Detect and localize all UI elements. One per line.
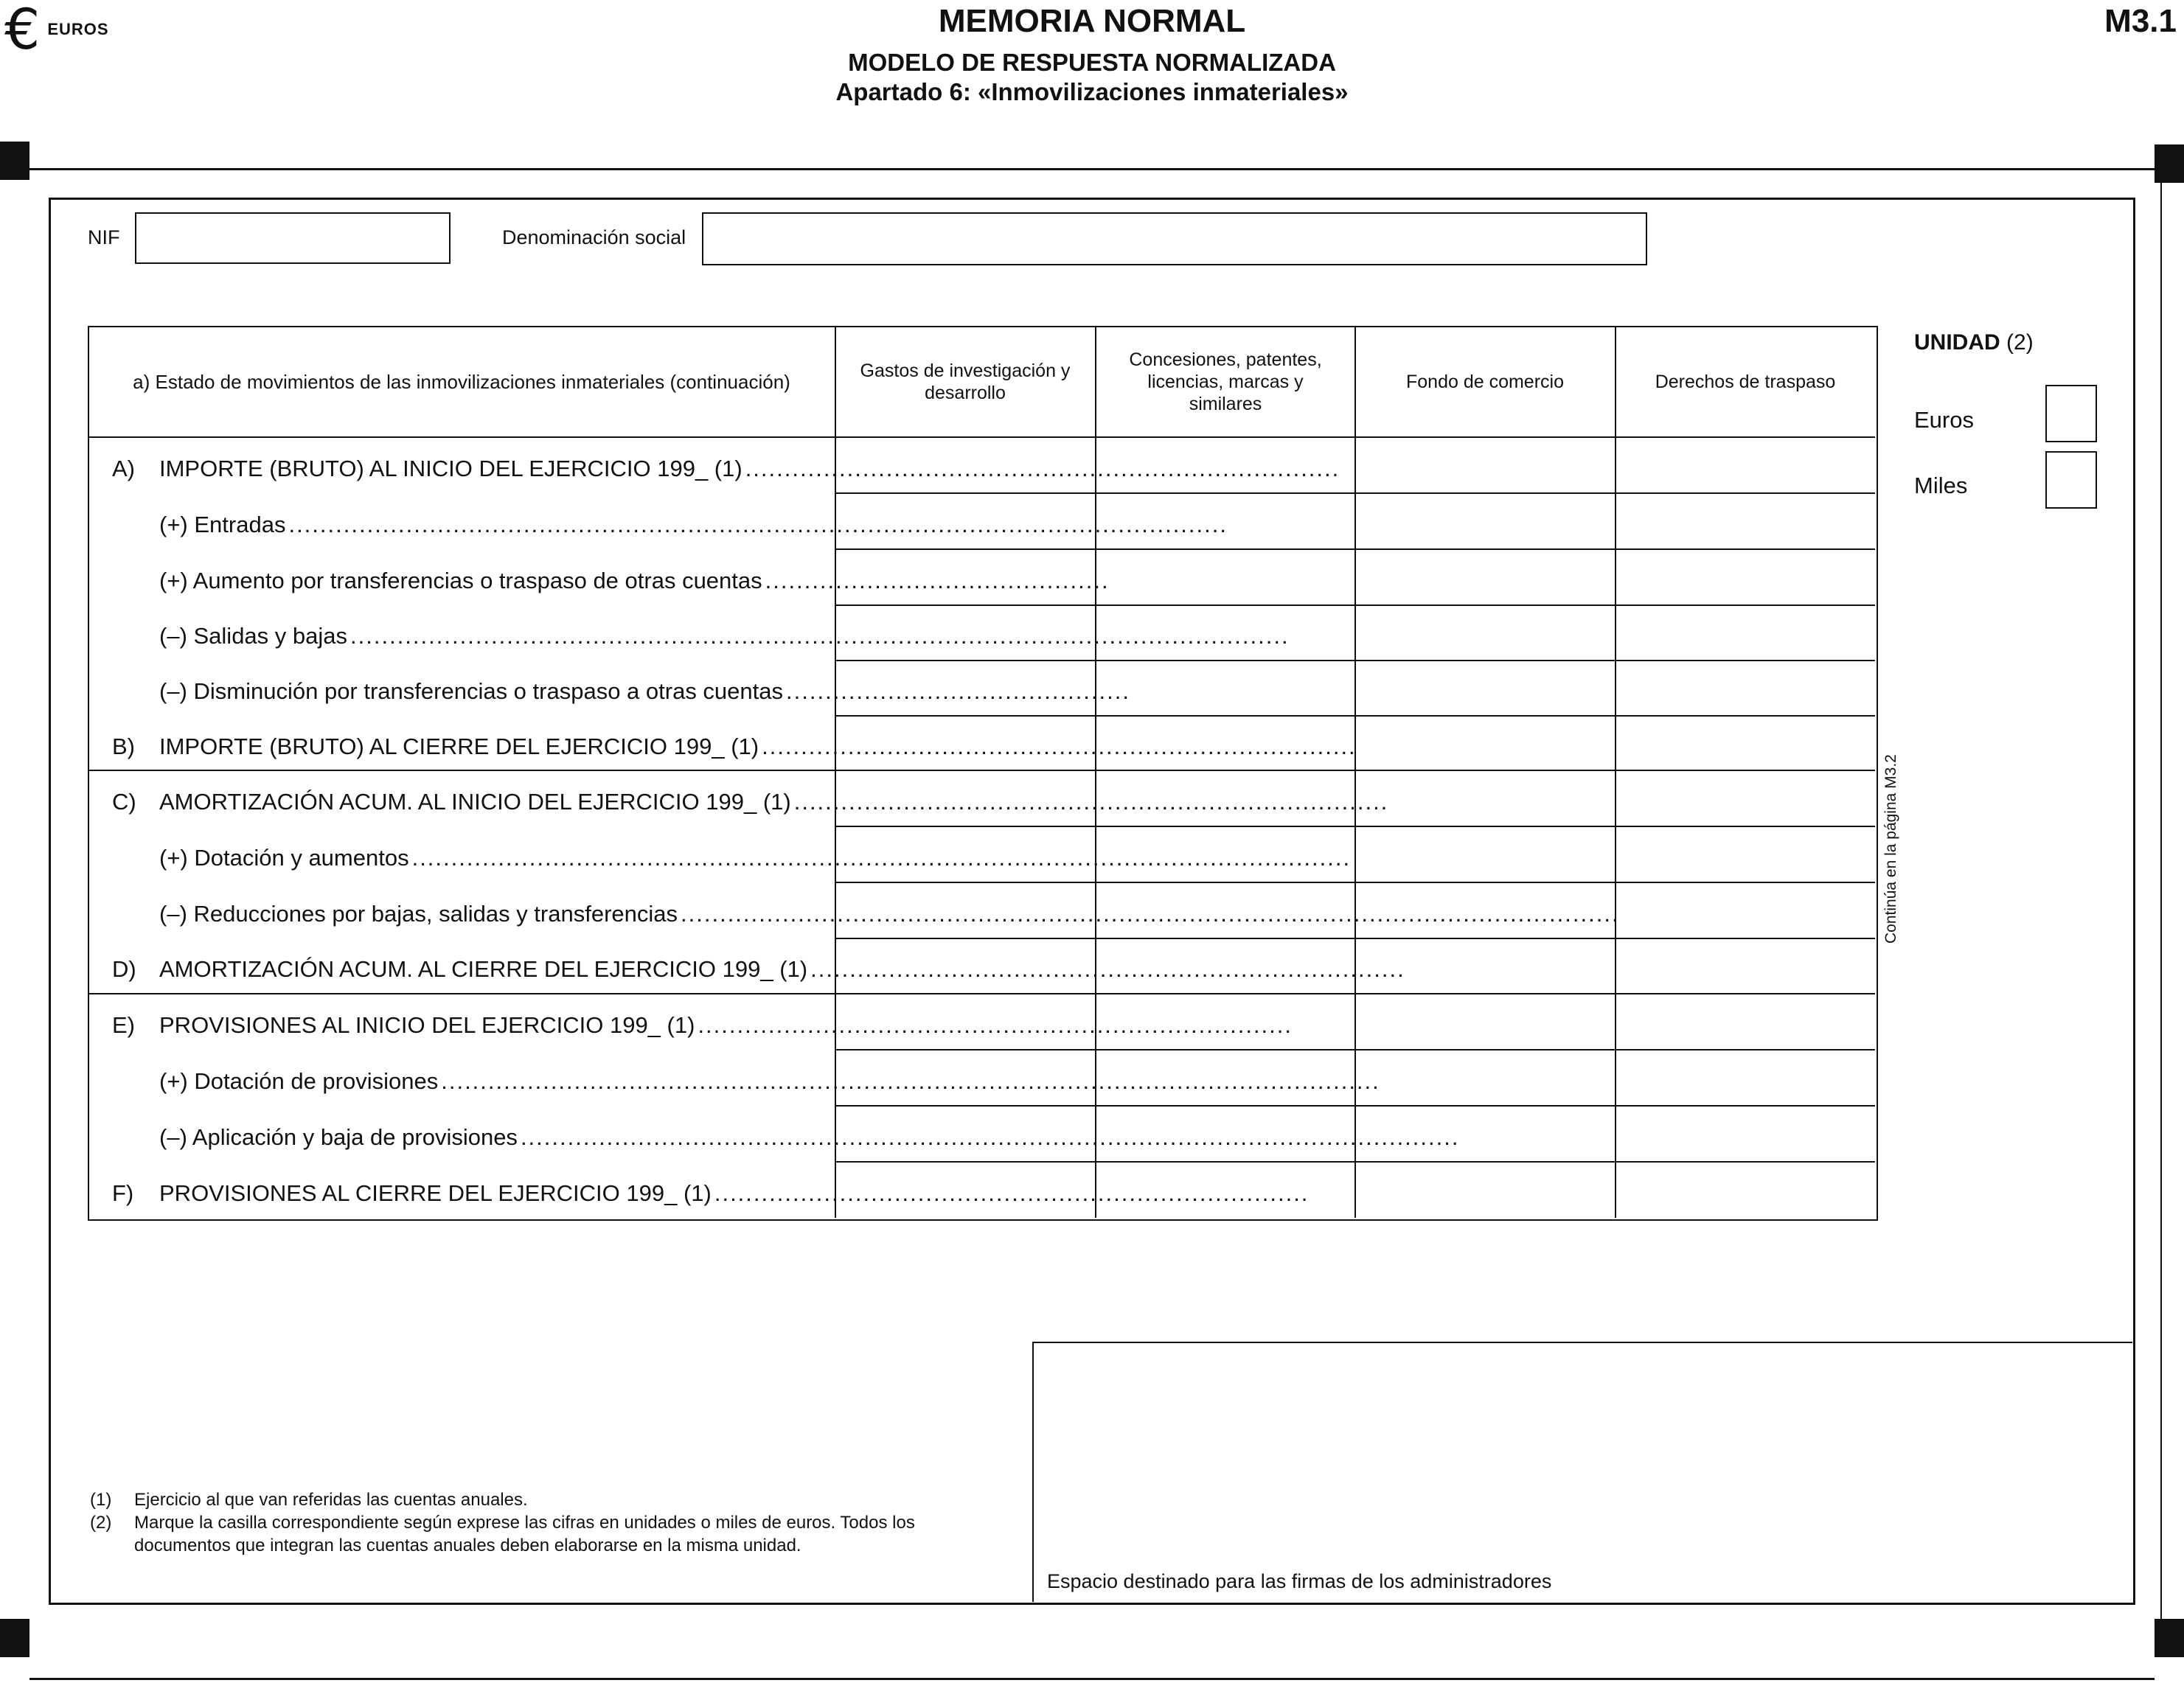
amount-cell[interactable] [1616, 606, 1874, 660]
amount-cell[interactable] [1616, 827, 1874, 882]
amount-cell[interactable] [1356, 717, 1615, 770]
footnote-2-text-line1: Marque la casilla correspondiente según exprese las cifras en unidades o miles de euros. Todos los [134, 1513, 915, 1533]
row-label-reducciones: (–) Reducciones por bajas, salidas y transferencias ........................................................................................................................ [159, 901, 1620, 927]
column-header-concessions: Concesiones, patentes, licencias, marcas y similares [1129, 349, 1322, 414]
amount-cell[interactable] [1356, 771, 1615, 826]
column-header-transfer-rights: Derechos de traspaso [1655, 372, 1836, 392]
company-name-label: Denominación social [502, 226, 686, 248]
amount-cell[interactable] [836, 661, 1095, 715]
amount-cell[interactable] [1096, 606, 1354, 660]
amount-cell[interactable] [836, 494, 1095, 548]
bottom-rule [29, 1678, 2155, 1680]
row-label-D: D) AMORTIZACIÓN ACUM. AL CIERRE DEL EJERCICIO 199_ (1) ............................................................................ [112, 956, 1405, 982]
amount-cell[interactable] [1356, 438, 1615, 492]
amount-cell[interactable] [836, 1107, 1095, 1161]
amount-cell[interactable] [1356, 606, 1615, 660]
amount-cell[interactable] [836, 1050, 1095, 1105]
footnote-2-number: (2) [90, 1513, 112, 1533]
amount-cell[interactable] [1356, 1163, 1615, 1216]
amount-cell[interactable] [836, 994, 1095, 1049]
amount-cell[interactable] [1356, 939, 1615, 993]
amount-cell[interactable] [1616, 494, 1874, 548]
amount-cell[interactable] [836, 827, 1095, 882]
row-label-C: C) AMORTIZACIÓN ACUM. AL INICIO DEL EJERCICIO 199_ (1) ............................................................................ [112, 789, 1389, 815]
amount-cell[interactable] [1616, 438, 1874, 492]
registration-mark-bottom-right [2155, 1619, 2184, 1657]
column-header-research: Gastos de investigación y desarrollo [860, 360, 1071, 403]
amount-cell[interactable] [1616, 883, 1874, 938]
row-label-A: A) IMPORTE (BRUTO) AL INICIO DEL EJERCICIO 199_ (1) ............................................................................ [112, 456, 1340, 481]
amount-cell[interactable] [1096, 550, 1354, 604]
amount-cell[interactable] [1356, 827, 1615, 882]
amount-cell[interactable] [1616, 939, 1874, 993]
unit-thousands-checkbox[interactable] [2045, 451, 2097, 509]
unit-thousands-label: Miles [1914, 473, 1968, 498]
amount-cell[interactable] [1096, 1107, 1354, 1161]
top-rule [29, 168, 2155, 170]
row-label-salidas: (–) Salidas y bajas ........................................................................................................................ [159, 623, 1290, 649]
amount-cell[interactable] [1356, 994, 1615, 1049]
amount-cell[interactable] [836, 438, 1095, 492]
amount-cell[interactable] [1096, 717, 1354, 770]
amount-cell[interactable] [1356, 883, 1615, 938]
amount-cell[interactable] [1096, 939, 1354, 993]
amount-cell[interactable] [836, 550, 1095, 604]
row-label-F: F) PROVISIONES AL CIERRE DEL EJERCICIO 199_ (1) ............................................................................ [112, 1180, 1310, 1206]
amount-cell[interactable] [1096, 438, 1354, 492]
row-label-disminucion: (–) Disminución por transferencias o traspaso a otras cuentas ............................................ [159, 678, 1130, 704]
amount-cell[interactable] [836, 771, 1095, 826]
continuation-note: Continúa en la página M3.2 [1882, 754, 1899, 944]
amount-cell[interactable] [836, 717, 1095, 770]
amount-cell[interactable] [1616, 771, 1874, 826]
form-subtitle: MODELO DE RESPUESTA NORMALIZADA [848, 49, 1336, 76]
amount-cell[interactable] [1356, 1050, 1615, 1105]
amount-cell[interactable] [1096, 994, 1354, 1049]
description-header: a) Estado de movimientos de las inmovilizaciones inmateriales (continuación) [133, 371, 790, 393]
row-label-E: E) PROVISIONES AL INICIO DEL EJERCICIO 199_ (1) ............................................................................ [112, 1012, 1293, 1038]
amount-cell[interactable] [836, 606, 1095, 660]
footnote-2-text-line2: documentos que integran las cuentas anuales deben elaborarse en la misma unidad. [134, 1536, 801, 1555]
amount-cell[interactable] [1096, 661, 1354, 715]
amount-cell[interactable] [836, 939, 1095, 993]
amount-cell[interactable] [1356, 494, 1615, 548]
signature-label: Espacio destinado para las firmas de los administradores [1047, 1570, 1552, 1592]
form-title: MEMORIA NORMAL [938, 3, 1246, 39]
euro-icon: € [4, 0, 41, 62]
section-title: Apartado 6: «Inmovilizaciones inmateriales» [835, 78, 1349, 105]
company-name-field[interactable] [702, 212, 1647, 265]
amount-cell[interactable] [1096, 827, 1354, 882]
amount-cell[interactable] [1616, 550, 1874, 604]
unit-title: UNIDAD (2) [1914, 330, 2034, 355]
form-code: M3.1 [2104, 3, 2177, 39]
amount-cell[interactable] [1096, 1050, 1354, 1105]
registration-mark-top-left [0, 142, 29, 180]
amount-cell[interactable] [836, 1163, 1095, 1216]
nif-label: NIF [88, 226, 120, 248]
nif-field[interactable] [135, 212, 451, 264]
row-label-entradas: (+) Entradas ........................................................................................................................ [159, 512, 1228, 537]
right-rule [2160, 183, 2162, 1619]
row-label-aplicacion: (–) Aplicación y baja de provisiones ........................................................................................................................ [159, 1124, 1460, 1150]
amount-cell[interactable] [1356, 1107, 1615, 1161]
amount-cell[interactable] [1616, 1050, 1874, 1105]
row-label-B: B) IMPORTE (BRUTO) AL CIERRE DEL EJERCICIO 199_ (1) ............................................................................ [112, 734, 1357, 759]
amount-cell[interactable] [1616, 1107, 1874, 1161]
amount-cell[interactable] [1096, 1163, 1354, 1216]
signature-box[interactable] [1032, 1342, 2132, 1602]
unit-euros-checkbox[interactable] [2045, 385, 2097, 442]
amount-cell[interactable] [1616, 1163, 1874, 1216]
amount-cell[interactable] [836, 883, 1095, 938]
amount-cell[interactable] [1096, 494, 1354, 548]
footnote-1-number: (1) [90, 1490, 112, 1510]
amount-cell[interactable] [1616, 994, 1874, 1049]
row-label-dotacion: (+) Dotación y aumentos ........................................................................................................................ [159, 845, 1352, 871]
amount-cell[interactable] [1356, 661, 1615, 715]
row-label-dotacion-provisiones: (+) Dotación de provisiones ........................................................................................................................ [159, 1068, 1380, 1094]
amount-cell[interactable] [1616, 661, 1874, 715]
amount-cell[interactable] [1356, 550, 1615, 604]
amount-cell[interactable] [1096, 771, 1354, 826]
column-header-goodwill: Fondo de comercio [1405, 372, 1564, 392]
registration-mark-bottom-left [0, 1619, 29, 1657]
amount-cell[interactable] [1096, 883, 1354, 938]
unit-euros-label: Euros [1914, 407, 1974, 433]
currency-label: EUROS [47, 20, 109, 38]
registration-mark-top-right [2155, 144, 2184, 183]
row-label-aumento: (+) Aumento por transferencias o traspaso de otras cuentas ............................................ [159, 568, 1110, 593]
amount-cell[interactable] [1616, 717, 1874, 770]
footnote-1-text: Ejercicio al que van referidas las cuentas anuales. [134, 1490, 528, 1510]
